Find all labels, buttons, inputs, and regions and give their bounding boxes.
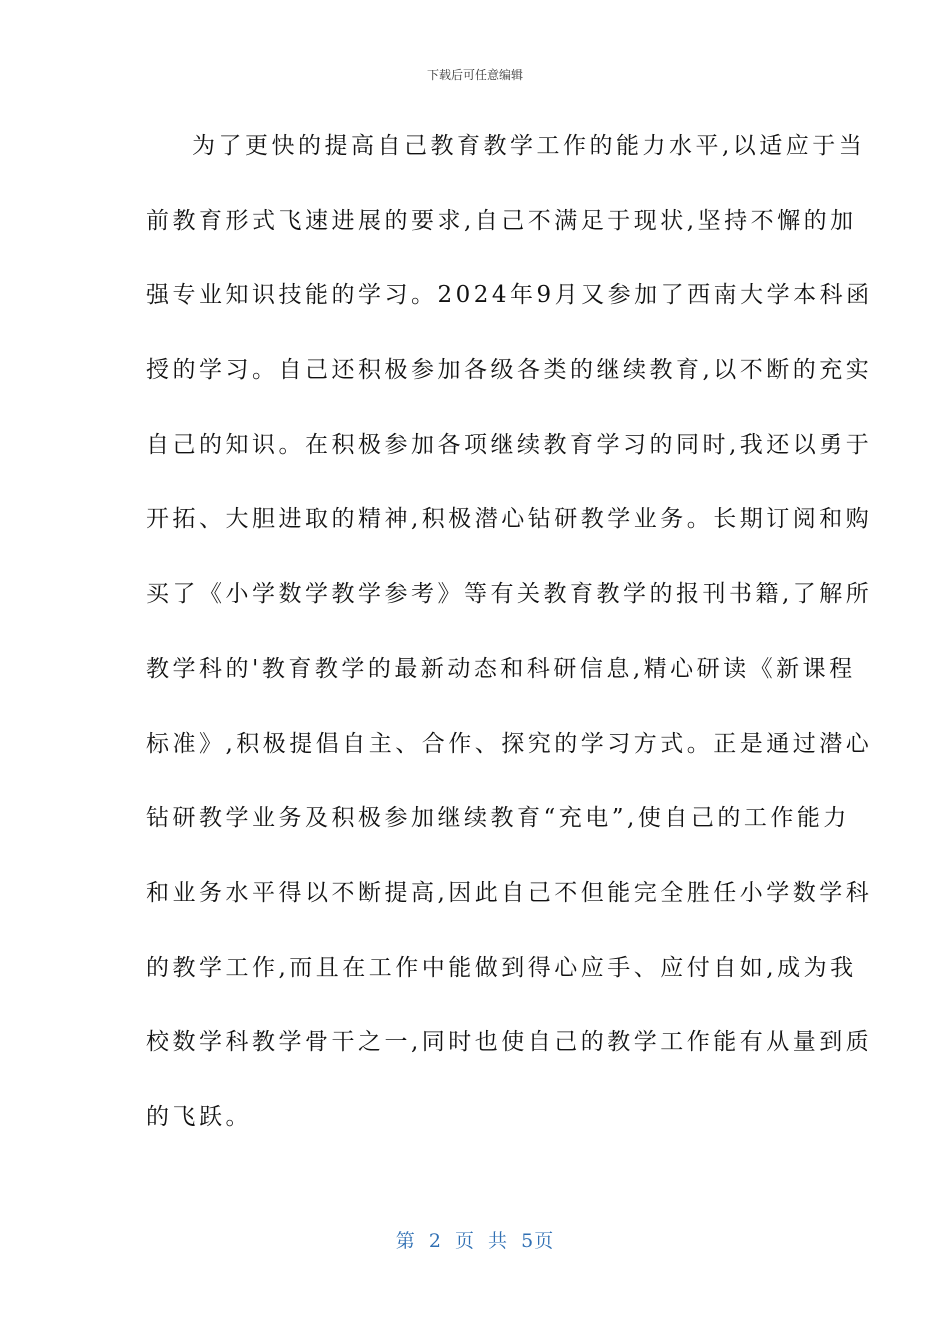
paragraph-line: 教学科的'教育教学的最新动态和科研信息,精心研读《新课程 [146, 655, 856, 682]
paragraph-line: 开拓、大胆进取的精神,积极潜心钻研教学业务。长期订阅和购 [146, 506, 873, 533]
footer-ye: 页 [454, 1230, 475, 1252]
paragraph-line: 钻研教学业务及积极参加继续教育“充电”,使自己的工作能力 [146, 805, 850, 832]
paragraph-line: 的教学工作,而且在工作中能做到得心应手、应付自如,成为我 [146, 954, 857, 981]
paragraph-line: 和业务水平得以不断提高,因此自己不但能完全胜任小学数学科 [146, 879, 873, 906]
paragraph-line: 授的学习。自己还积极参加各级各类的继续教育,以不断的充实 [146, 357, 873, 384]
paragraph-line: 强专业知识技能的学习。2024年9月又参加了西南大学本科函 [146, 282, 873, 309]
page-footer [0, 1226, 950, 1253]
footer-page-number: 2 [428, 1230, 442, 1252]
footer-total-pages: 5页 [521, 1230, 555, 1252]
footer-di: 第 [395, 1230, 416, 1252]
paragraph-line: 的飞跃。 [146, 1103, 252, 1130]
paragraph-line: 买了《小学数学教学参考》等有关教育教学的报刊书籍,了解所 [146, 581, 873, 608]
paragraph-line: 自己的知识。在积极参加各项继续教育学习的同时,我还以勇于 [146, 431, 873, 458]
paragraph-line: 为了更快的提高自己教育教学工作的能力水平,以适应于当 [192, 133, 866, 159]
footer-gong: 共 [488, 1230, 509, 1252]
page-header: 下载后可任意编辑 [426, 68, 523, 82]
paragraph-line: 标准》,积极提倡自主、合作、探究的学习方式。正是通过潜心 [146, 730, 873, 757]
document-body [146, 126, 873, 1172]
paragraph-line: 校数学科教学骨干之一,同时也使自己的教学工作能有从量到质 [146, 1029, 873, 1056]
paragraph-line: 前教育形式飞速进展的要求,自己不满足于现状,坚持不懈的加 [146, 207, 857, 234]
